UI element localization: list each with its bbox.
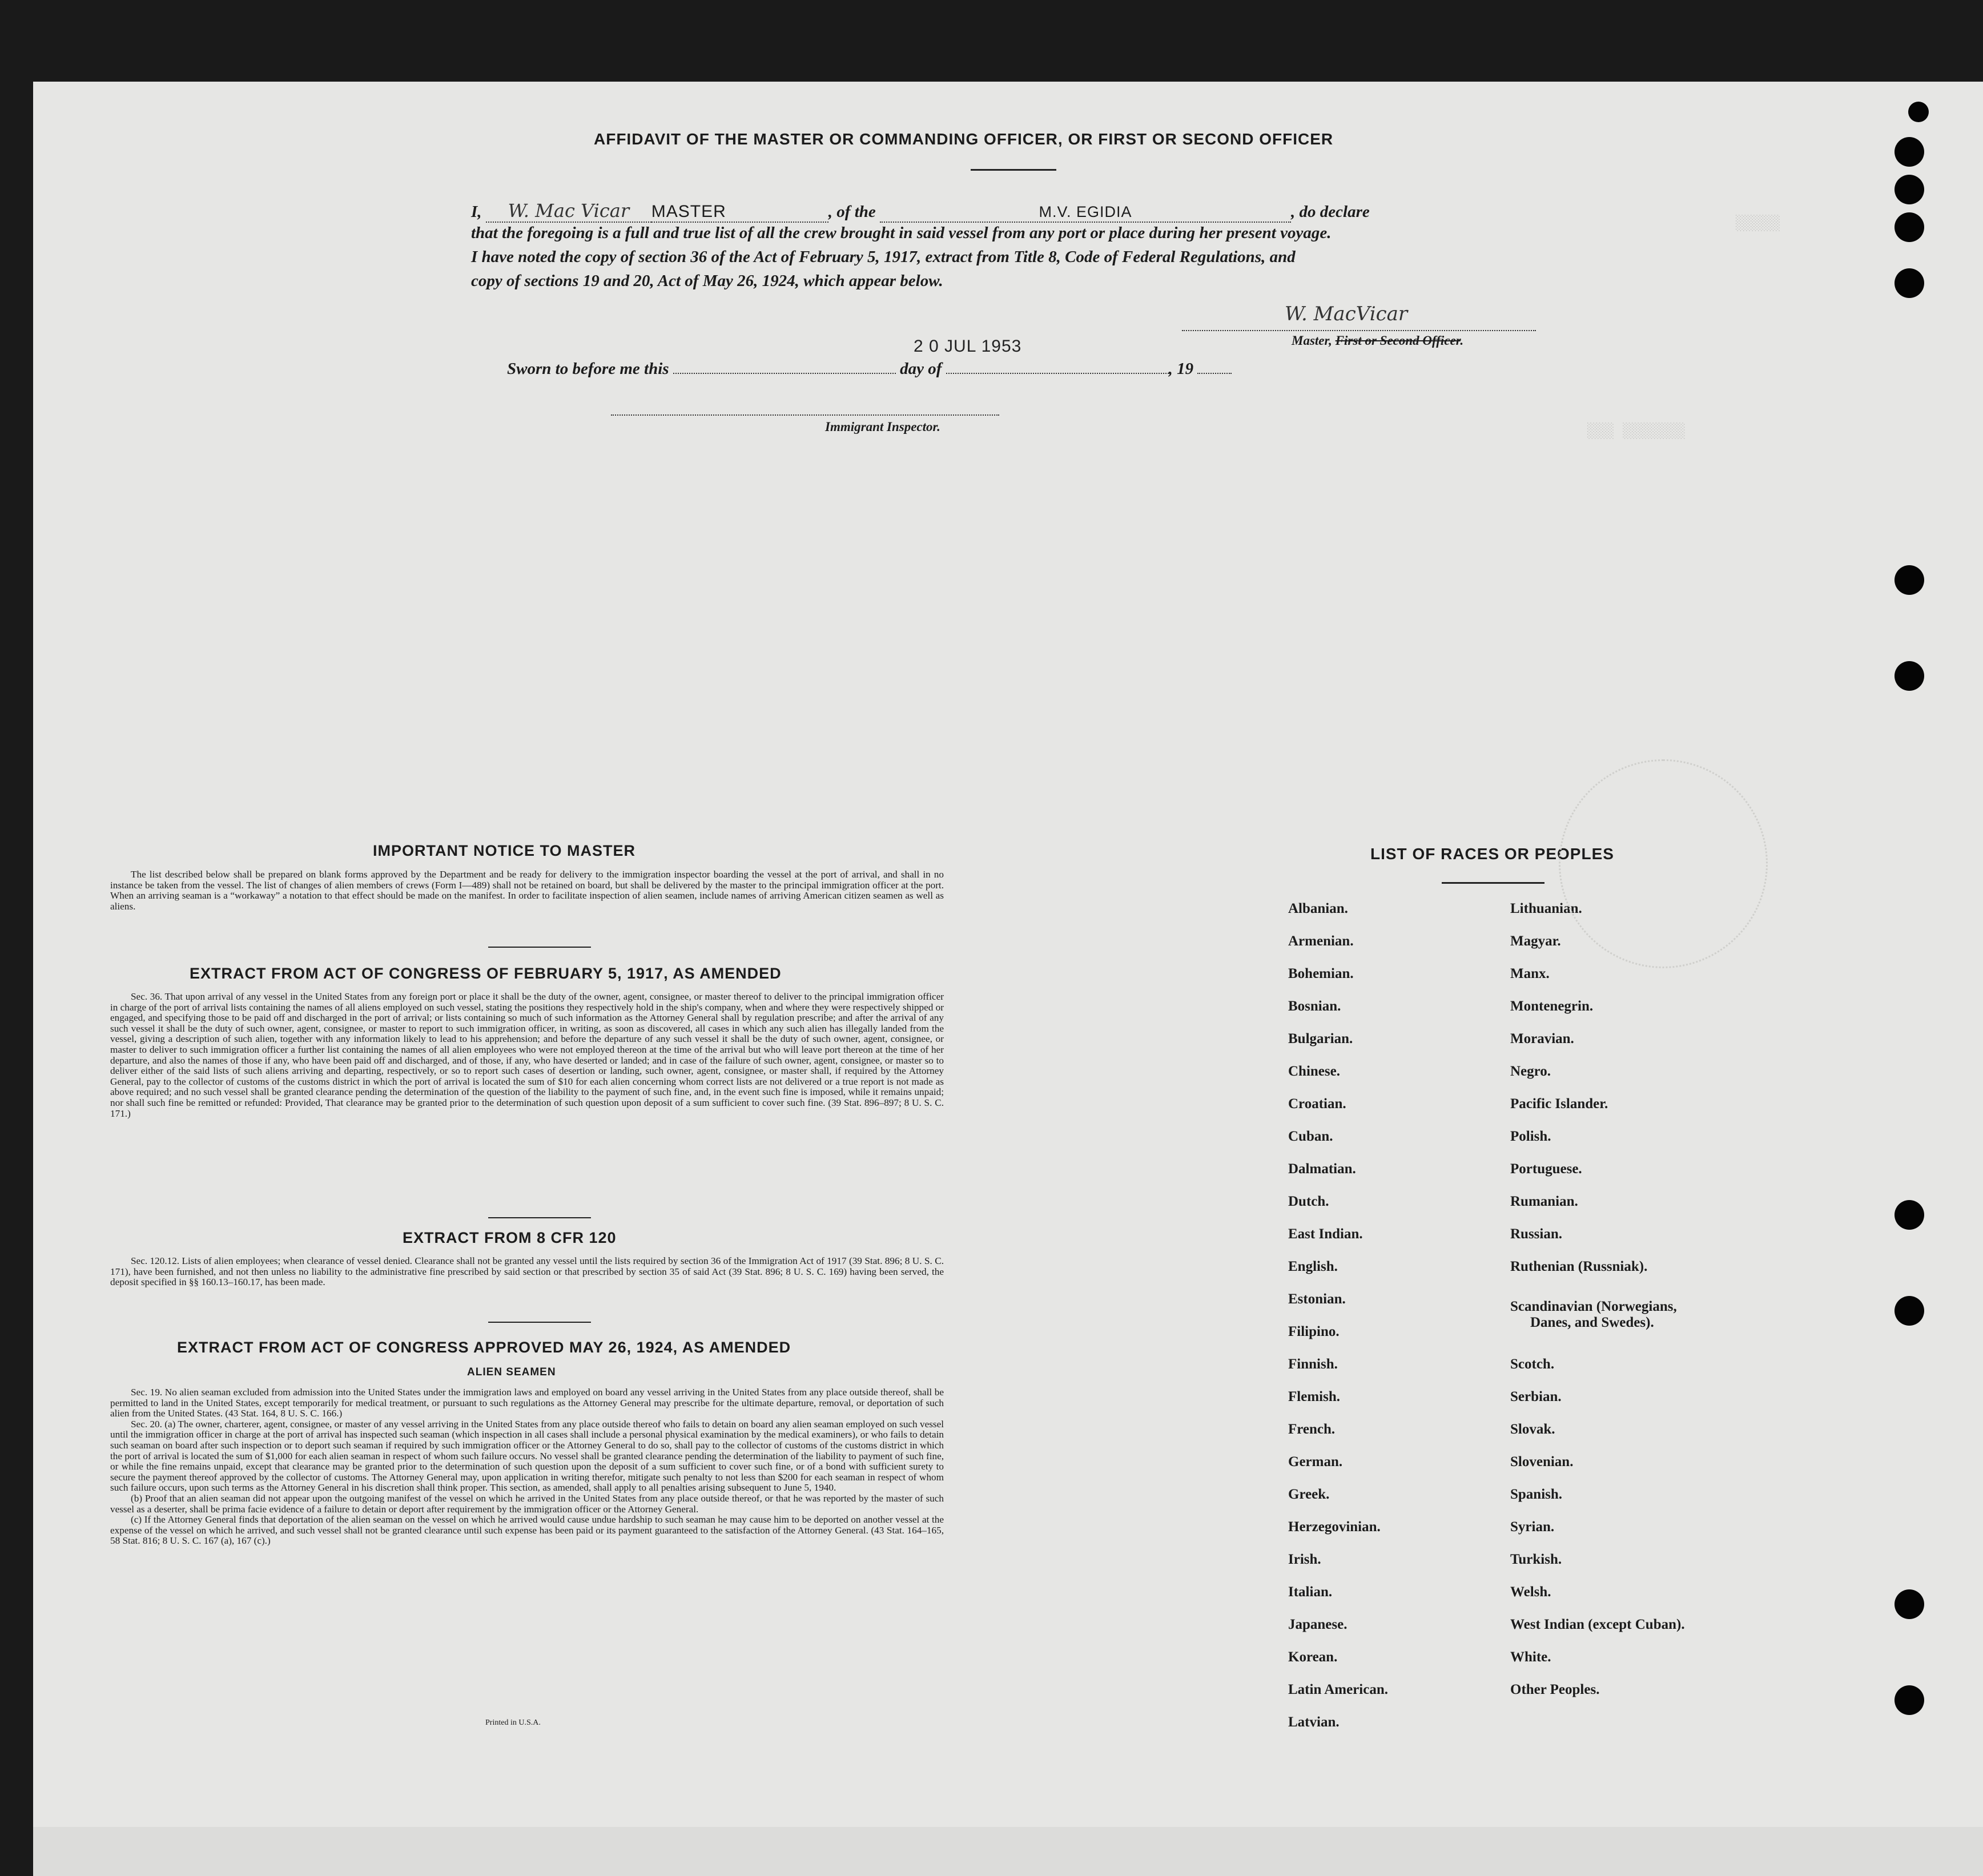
extract-1924-title: EXTRACT FROM ACT OF CONGRESS APPROVED MAY 26, 1924, AS AMENDED: [177, 1339, 791, 1356]
punch-hole: [1894, 1685, 1924, 1715]
race-item: Bulgarian.: [1288, 1031, 1353, 1046]
sworn-line: [507, 360, 1232, 379]
race-item: Ruthenian (Russniak).: [1510, 1259, 1648, 1274]
race-item: Negro.: [1510, 1064, 1551, 1079]
race-item: Italian.: [1288, 1584, 1333, 1600]
extract-cfr-text: Sec. 120.12. Lists of alien employees; when clearance of vessel denied. Clearance shall not be granted any vessel until the lists required by section 36 of the Immigration Act of 1917 (39 Stat. 896; 8 U. S. C. 171), have been furnished, and not then unless no liability to the administrative fine prescribed by said section or that prescribed by section 35 of said Act (39 Stat. 896; 8 U. S. C. 169) having been served, the deposit specified in §§ 160.13–160.17, has been made.: [110, 1255, 944, 1288]
race-item: Estonian.: [1288, 1291, 1346, 1307]
race-item: Bohemian.: [1288, 966, 1354, 981]
race-item: Dalmatian.: [1288, 1161, 1356, 1177]
extract-1924-sec20a: Sec. 20. (a) The owner, charterer, agent, consignee, or master of any vessel arriving in the United States from any place outside thereof who fails to detain on board any alien seaman employed on such vessel until the immigration officer in charge at the port of arrival has inspected such seaman (which inspection in all cases shall include a personal physical examination by the medical examiners), or who fails to detain such seaman on board after such inspection or to deport such seaman if required by such immigration officer or the Attorney General to do so, shall pay to the collector of customs of the customs district in which the port of arrival is located the sum of $1,000 for each alien seaman in respect of whom such failure occurs. No vessel shall be granted clearance pending the determination of the liability to payment of such fine, or while the fine remains unpaid, except that clearance may be granted prior to the determination of such question upon the deposit of a sum sufficient to cover such fine, or of a bond with sufficient surety to secure the payment thereof approved by the collector of customs. The Attorney General may, upon application in writing therefor, mitigate such penalty to not less than $200 for each seaman in respect of whom such failure occurs, upon such terms as the Attorney General in his discretion shall think proper. This section, as amended, shall apply to all penalties arising subsequent to June 5, 1940.: [110, 1418, 944, 1493]
race-item: East Indian.: [1288, 1226, 1363, 1242]
race-item: French.: [1288, 1422, 1336, 1437]
race-item: Cuban.: [1288, 1129, 1333, 1144]
inspector-label: Immigrant Inspector.: [825, 420, 940, 434]
race-item: Spanish.: [1510, 1487, 1563, 1502]
declaration-i: I,: [471, 203, 482, 221]
notice-text: The list described below shall be prepared on blank forms approved by the Department and be ready for delivery to the immigration inspector boarding the vessel at the port of arrival, and shall in no instance be taken from the vessel. The list of changes of alien members of crews (Form I—489) shall not be retained on board, but shall be delivered by the master to the principal immigration officer at the port. When an arriving seaman is a “workaway” a notation to that effect should be made on the manifest. In order to facilitate inspection of alien seamen, include names of arriving American citizen seamen as well as aliens.: [110, 869, 944, 912]
race-item: German.: [1288, 1454, 1343, 1470]
declaration-line-4: copy of sections 19 and 20, Act of May 26, 1924, which appear below.: [471, 272, 943, 290]
signature-line: [1182, 330, 1536, 331]
race-item: Scandinavian (Norwegians,: [1510, 1299, 1677, 1314]
race-item: Slovenian.: [1510, 1454, 1574, 1470]
race-item: Serbian.: [1510, 1389, 1562, 1404]
race-item: Greek.: [1288, 1487, 1330, 1502]
extract-1924-sec20b: (b) Proof that an alien seaman did not appear upon the outgoing manifest of the vessel on which he arrived in the United States from any place outside thereof, or that he was reported by the master of such vessel as a deserter, shall be prima facie evidence of a failure to detain or deport after requirement by the immigration officer or the Attorney General.: [110, 1492, 944, 1515]
section-divider: [488, 1322, 591, 1323]
race-item: Armenian.: [1288, 933, 1354, 949]
vessel-name: M.V. EGIDIA: [1039, 203, 1132, 220]
race-item: Bosnian.: [1288, 999, 1341, 1014]
race-item: Danes, and Swedes).: [1530, 1315, 1654, 1330]
notice-title: IMPORTANT NOTICE TO MASTER: [373, 842, 635, 859]
race-item: White.: [1510, 1649, 1551, 1665]
race-item: Dutch.: [1288, 1194, 1329, 1209]
punch-hole: [1894, 661, 1924, 691]
race-item: Syrian.: [1510, 1519, 1555, 1535]
day-of-text: day of: [900, 360, 942, 378]
race-item: Latin American.: [1288, 1682, 1388, 1697]
punch-hole: [1894, 137, 1924, 167]
race-item: Japanese.: [1288, 1617, 1348, 1632]
race-item: Moravian.: [1510, 1031, 1574, 1046]
bleed-through-text: ░░░ ░░░░░░░: [1587, 422, 1686, 440]
extract-cfr-title: EXTRACT FROM 8 CFR 120: [403, 1229, 617, 1246]
inspector-signature-line: [611, 414, 999, 416]
master-name-handwritten: W. Mac Vicar: [508, 200, 630, 222]
affidavit-title: AFFIDAVIT OF THE MASTER OR COMMANDING OFFICER, OR FIRST OR SECOND OFFICER: [594, 130, 1334, 148]
punch-hole: [1894, 1200, 1924, 1230]
race-item: Filipino.: [1288, 1324, 1340, 1339]
race-item: Pacific Islander.: [1510, 1096, 1608, 1112]
extract-1924-sec20c: (c) If the Attorney General finds that deportation of the alien seaman on the vessel on which he arrived would cause undue hardship to such seaman he may cause him to be deported on another vessel at the expense of the vessel on which he arrived, and such vessel shall not be granted clearance until such expense has been paid or its payment guaranteed to the satisfaction of the Attorney General. (43 Stat. 164–165, 58 Stat. 816; 8 U. S. C. 167 (a), 167 (c).): [110, 1514, 944, 1547]
sworn-text: Sworn to before me this: [507, 360, 669, 378]
race-item: West Indian (except Cuban).: [1510, 1617, 1685, 1632]
printed-in-usa: Printed in U.S.A.: [485, 1718, 541, 1727]
bleed-through-text: ░░░░░: [1736, 215, 1781, 232]
signer-role-end: .: [1460, 333, 1464, 348]
title-rule: [971, 169, 1056, 171]
alien-seamen-subtitle: ALIEN SEAMEN: [467, 1366, 556, 1378]
race-item: Manx.: [1510, 966, 1550, 981]
declaration-line-2: that the foregoing is a full and true list of all the crew brought in said vessel from any port or place during her present voyage.: [471, 224, 1332, 242]
race-item: Russian.: [1510, 1226, 1563, 1242]
extract-1917-text: Sec. 36. That upon arrival of any vessel in the United States from any foreign port or place it shall be the duty of the owner, agent, consignee, or master thereof to deliver to the principal immigration officer in charge of the port of arrival lists containing the names of all aliens employed on such vessel, stating the positions they respectively hold in the ship's company, when and where they were respectively shipped or engaged, and specifying those to be paid off and discharged in the port of arrival; or lists containing so much of such information as the Attorney General shall by regulation prescribe; and after the arrival of any such vessel it shall be the duty of such owner, agent, consignee, or master to report to such immigration officer, in writing, as soon as discovered, all cases in which any such alien has illegally landed from the vessel, giving a description of such alien, together with any information likely to lead to his apprehension; and before the departure of any such vessel it shall be the duty of such owner, agent, consignee, or master to deliver to such immigration officer a further list containing the names of all alien employees who were not employed thereon at the time of the arrival but who will leave port thereon at the time of her departure, and also the names of those if any, who have been paid off and discharged, and of those, if any, who have deserted or landed; and in case of the failure of such owner, agent, consignee, or master so to deliver either of the said lists of such aliens arriving and departing, respectively, or so to report such cases of desertion or landing, such owner, agent, consignee, or master shall, if required by the Attorney General, pay to the collector of customs of the customs district in which the port of arrival is located the sum of $10 for each alien concerning whom correct lists are not delivered or a true report is not made as above required; and no such vessel shall be granted clearance pending the determination of the question of the liability to the payment of such fine, and, in the event such fine is imposed, while it remains unpaid; nor shall such fine be remitted or refunded: Provided, That clearance may be granted prior to the determination of such question upon deposit of a sum sufficient to cover such fine. (39 Stat. 896–897; 8 U. S. C. 171.): [110, 991, 944, 1119]
races-rule: [1442, 882, 1544, 884]
declaration-of-the: , of the: [828, 203, 876, 221]
punch-hole: [1894, 1296, 1924, 1326]
section-divider: [488, 1217, 591, 1218]
race-item: Korean.: [1288, 1649, 1338, 1665]
race-item: Herzegovinian.: [1288, 1519, 1381, 1535]
race-item: English.: [1288, 1259, 1338, 1274]
race-item: Welsh.: [1510, 1584, 1551, 1600]
signer-role: [1292, 333, 1463, 348]
race-item: Other Peoples.: [1510, 1682, 1600, 1697]
race-item: Latvian.: [1288, 1714, 1340, 1730]
race-item: Magyar.: [1510, 933, 1561, 949]
extract-cfr-paragraph: [110, 1256, 944, 1288]
date-stamp: 2 0 JUL 1953: [914, 337, 1022, 356]
race-item: Turkish.: [1510, 1552, 1562, 1567]
declaration-line-3: I have noted the copy of section 36 of the Act of February 5, 1917, extract from Title 8, Code of Federal Regulations, and: [471, 248, 1296, 266]
race-item: Irish.: [1288, 1552, 1321, 1567]
punch-hole: [1894, 1589, 1924, 1619]
rank-stamp: MASTER: [651, 202, 726, 221]
extract-1924-sec19: Sec. 19. No alien seaman excluded from admission into the United States under the immigration laws and employed on board any vessel arriving in the United States from any place outside thereof, shall be permitted to land in the United States, except temporarily for medical treatment, or pursuant to such regulations as the Attorney General may prescribe for the ultimate departure, removal, or deportation of such alien from the United States. (43 Stat. 164, 8 U. S. C. 166.): [110, 1387, 944, 1419]
section-divider: [488, 947, 591, 948]
race-item: Portuguese.: [1510, 1161, 1582, 1177]
punch-hole: [1894, 212, 1924, 242]
punch-hole: [1908, 102, 1929, 122]
race-item: Finnish.: [1288, 1356, 1338, 1372]
extract-1924-paragraphs: [110, 1387, 944, 1547]
extract-1917-paragraph: [110, 992, 944, 1119]
race-item: Rumanian.: [1510, 1194, 1578, 1209]
race-item: Lithuanian.: [1510, 901, 1582, 916]
page-bottom-margin: [33, 1827, 1983, 1876]
race-item: Scotch.: [1510, 1356, 1555, 1372]
punch-hole: [1894, 565, 1924, 595]
races-title: LIST OF RACES OR PEOPLES: [1370, 845, 1614, 863]
year-prefix: , 19: [1168, 360, 1194, 378]
faint-seal-mark: [1559, 759, 1768, 968]
race-item: Flemish.: [1288, 1389, 1340, 1404]
notice-paragraph: [110, 869, 944, 912]
race-item: Polish.: [1510, 1129, 1551, 1144]
race-item: Albanian.: [1288, 901, 1348, 916]
declaration-do-declare: , do declare: [1291, 203, 1370, 221]
race-item: Chinese.: [1288, 1064, 1340, 1079]
punch-hole: [1894, 175, 1924, 204]
master-signature: W. MacVicar: [1285, 303, 1408, 325]
race-item: Slovak.: [1510, 1422, 1555, 1437]
race-item: Montenegrin.: [1510, 999, 1594, 1014]
race-item: Croatian.: [1288, 1096, 1346, 1112]
punch-hole: [1894, 268, 1924, 298]
extract-1917-title: EXTRACT FROM ACT OF CONGRESS OF FEBRUARY 5, 1917, AS AMENDED: [190, 965, 782, 982]
declaration-line-1: [471, 200, 1370, 223]
signer-role-struck: First or Second Officer: [1335, 333, 1461, 348]
signer-role-master: Master,: [1292, 333, 1332, 348]
